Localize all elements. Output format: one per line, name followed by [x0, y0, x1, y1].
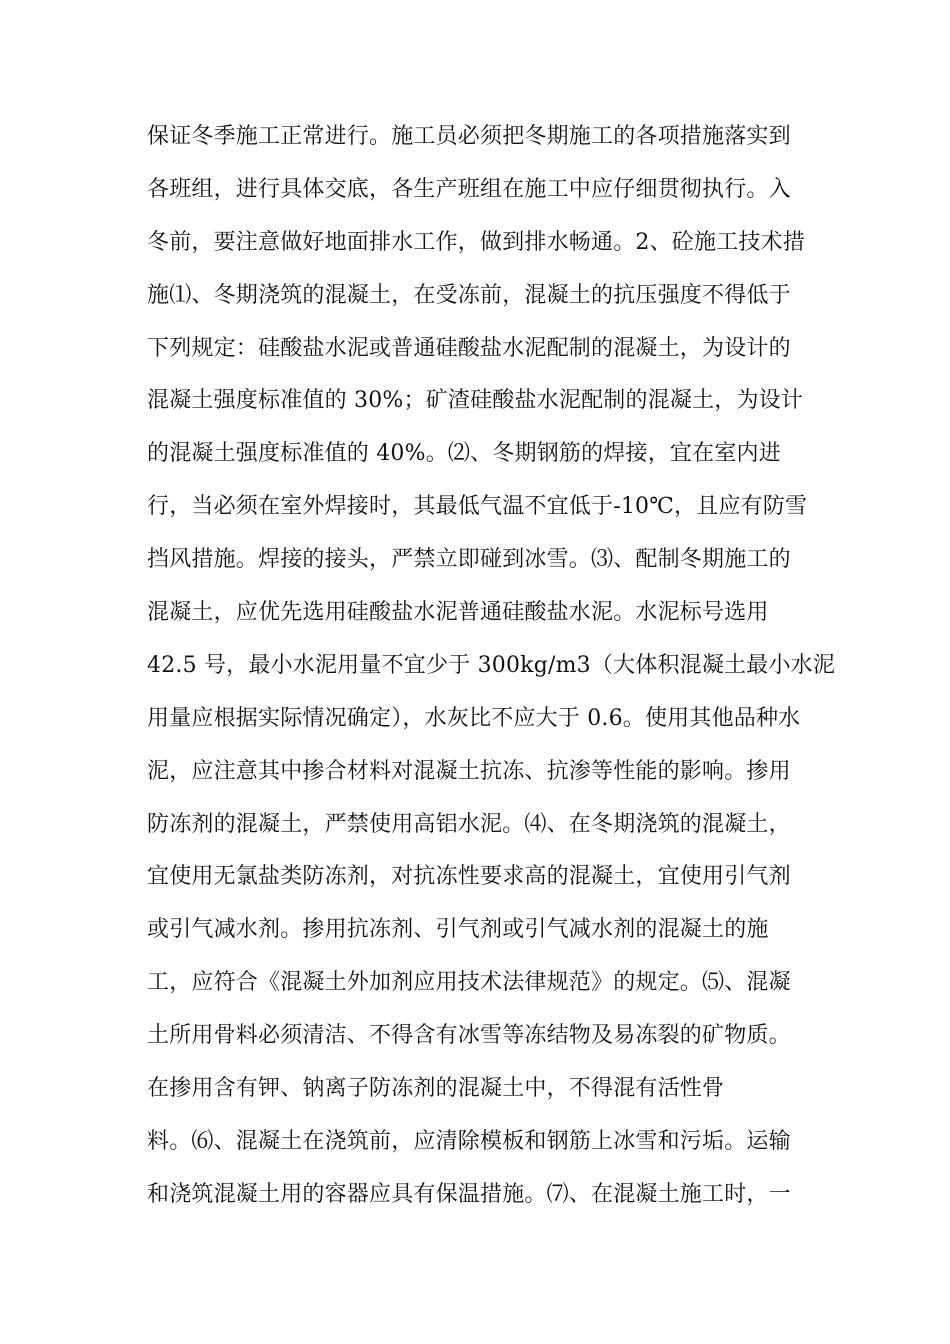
- text-line-15: 宜使用无氯盐类防冻剂，对抗冻性要求高的混凝土，宜使用引气剂: [147, 864, 791, 890]
- text-line-5: 下列规定：硅酸盐水泥或普通硅酸盐水泥配制的混凝土，为设计的: [147, 335, 791, 361]
- text-line-2: 各班组，进行具体交底，各生产班组在施工中应仔细贯彻执行。入: [147, 176, 791, 202]
- text-line-1: 保证冬季施工正常进行。施工员必须把冬期施工的各项措施落实到: [147, 124, 791, 149]
- text-line-4: 施⑴、冬期浇筑的混凝土，在受冻前，混凝土的抗压强度不得低于: [147, 282, 791, 308]
- text-line-18: 土所用骨料必须清洁、不得含有冰雪等冻结物及易冻裂的矿物质。: [147, 1023, 791, 1049]
- body-text: [147, 114, 836, 1225]
- text-line-9: 挡风措施。焊接的接头，严禁立即碰到冰雪。⑶、配制冬期施工的: [147, 547, 791, 573]
- text-line-17: 工，应符合《混凝土外加剂应用技术法律规范》的规定。⑸、混凝: [147, 970, 791, 996]
- text-line-20: 料。⑹、混凝土在浇筑前，应清除模板和钢筋上冰雪和污垢。运输: [147, 1128, 791, 1154]
- text-line-16: 或引气减水剂。掺用抗冻剂、引气剂或引气减水剂的混凝土的施: [147, 917, 769, 943]
- text-line-7: 的混凝土强度标准值的 40%。⑵、冬期钢筋的焊接，宜在室内进: [147, 441, 781, 467]
- text-line-11: 42.5 号，最小水泥用量不宜少于 300kg/m3（大体积混凝土最小水泥: [147, 652, 836, 678]
- text-line-13: 泥，应注意其中掺合材料对混凝土抗冻、抗渗等性能的影响。掺用: [147, 758, 791, 784]
- text-line-14: 防冻剂的混凝土，严禁使用高铝水泥。⑷、在冬期浇筑的混凝土，: [147, 811, 791, 837]
- text-line-12: 用量应根据实际情况确定），水灰比不应大于 0.6。使用其他品种水: [147, 705, 801, 731]
- text-line-21: 和浇筑混凝土用的容器应具有保温措施。⑺、在混凝土施工时，一: [147, 1181, 791, 1207]
- text-line-8: 行，当必须在室外焊接时，其最低气温不宜低于-10℃，且应有防雪: [147, 494, 808, 520]
- text-line-19: 在掺用含有钾、钠离子防冻剂的混凝土中，不得混有活性骨: [147, 1076, 725, 1102]
- text-line-6: 混凝土强度标准值的 30%；矿渣硅酸盐水泥配制的混凝土，为设计: [147, 388, 804, 414]
- text-line-3: 冬前，要注意做好地面排水工作，做到排水畅通。2、砼施工技术措: [147, 229, 805, 255]
- text-line-10: 混凝土，应优先选用硅酸盐水泥普通硅酸盐水泥。水泥标号选用: [147, 600, 769, 626]
